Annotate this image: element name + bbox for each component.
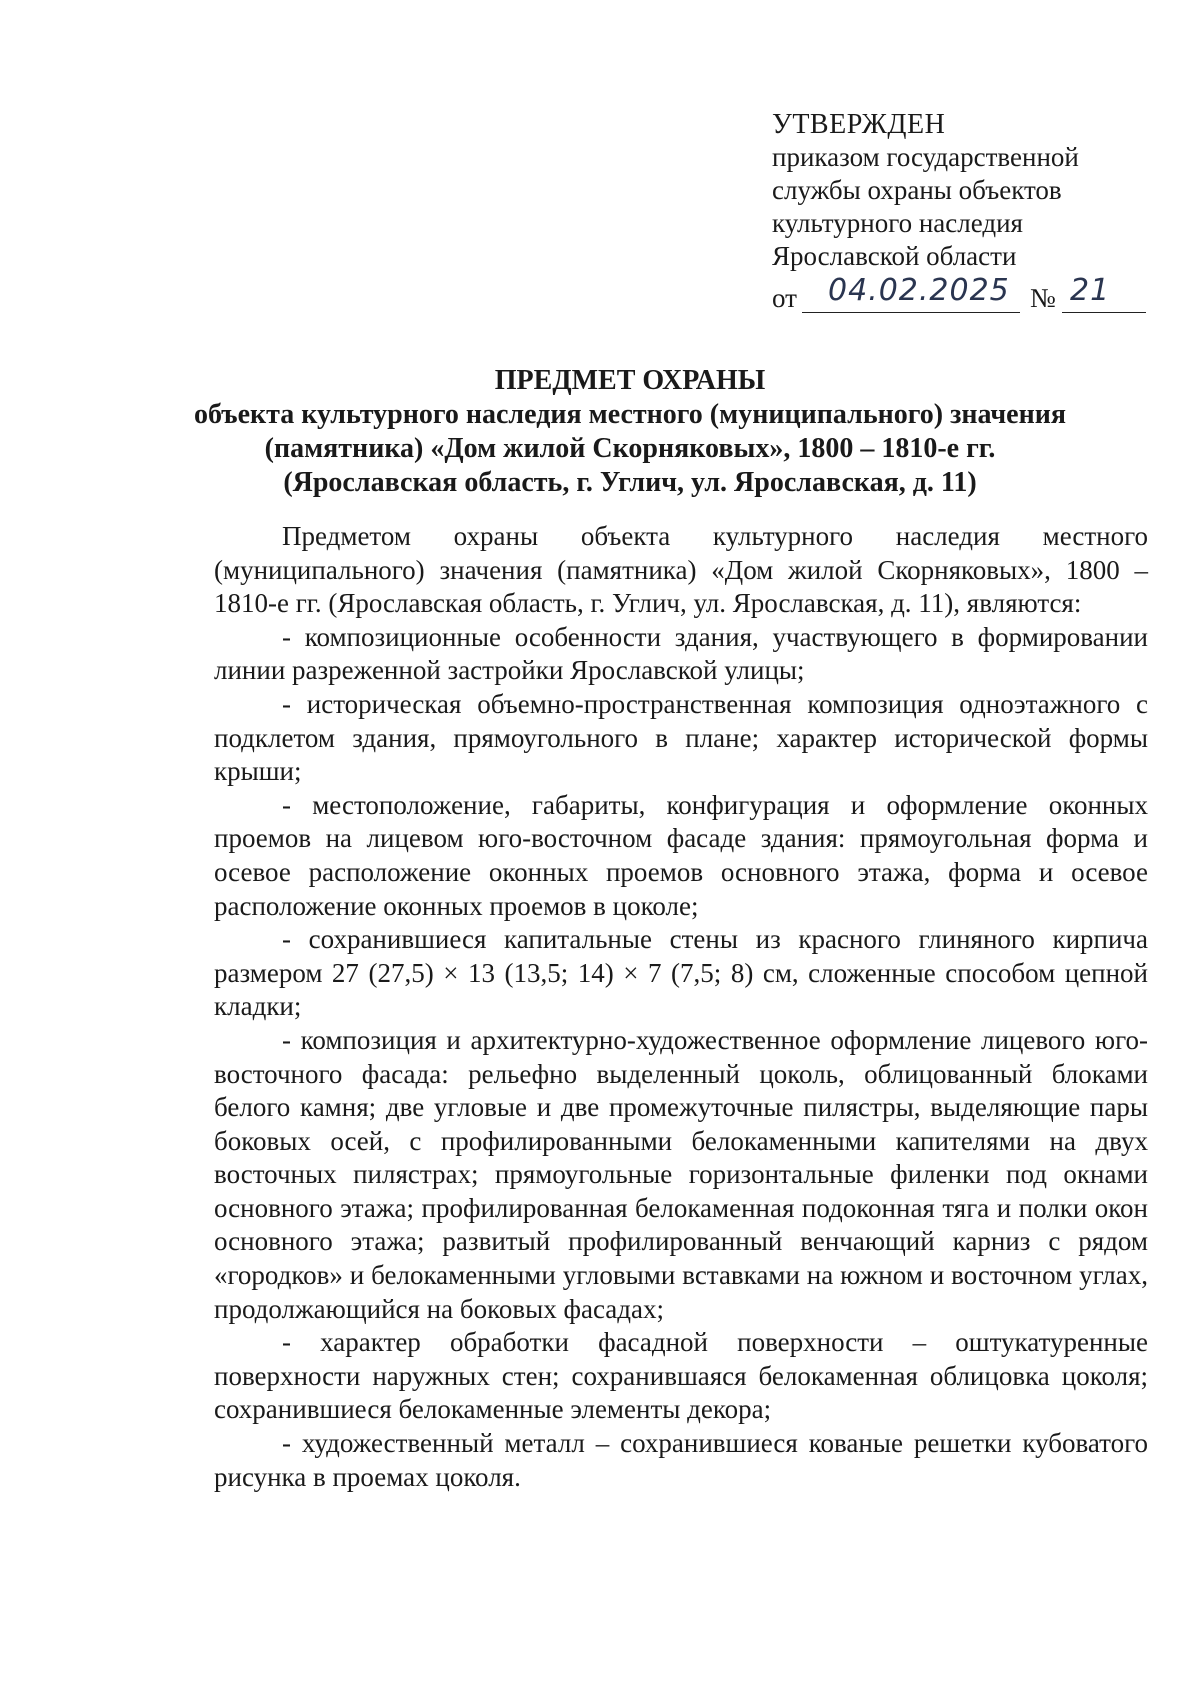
handwritten-number: 21 (1070, 273, 1111, 308)
approval-line-2: службы охраны объектов (772, 175, 1062, 205)
document-heading (190, 364, 1070, 500)
approval-line-3: культурного наследия (772, 208, 1023, 238)
approved-heading: УТВЕРЖДЕН (772, 109, 946, 140)
document-body (214, 520, 1148, 1494)
intro-paragraph: Предметом охраны объекта культурного наследия местного (муниципального) значения (памятника) «Дом жилой Скорняковых», 1800 – 1810-е гг. (Ярославская область, г. Углич, ул. Ярославская, д. 11), являются: (214, 521, 1148, 619)
document-title: ПРЕДМЕТ ОХРАНЫ (494, 365, 766, 396)
handwritten-date: 04.02.2025 (828, 273, 1010, 308)
approval-block (772, 108, 1172, 316)
protection-item: - художественный металл – сохранившиеся кованые решетки кубоватого рисунка в проемах цоколя. (214, 1428, 1148, 1492)
date-underline (802, 312, 1020, 313)
from-label: от (772, 283, 797, 313)
protection-item: - композиционные особенности здания, участвующего в формировании линии разреженной застройки Ярославской улицы; (214, 621, 1148, 686)
protection-item: - сохранившиеся капитальные стены из красного глиняного кирпича размером 27 (27,5) × 13 (13,5; 14) × 7 (7,5; 8) см, сложенные способом цепной кладки; (214, 924, 1148, 1022)
protection-item: - местоположение, габариты, конфигурация и оформление оконных проемов на лицевом юго-восточном фасаде здания: прямоугольная форма и осевое расположение оконных проемов основного этажа, форма и осевое расположение оконных проемов в цоколе; (214, 789, 1148, 921)
number-underline (1062, 312, 1146, 313)
approval-line-4: Ярославской области (772, 241, 1017, 271)
order-date-number-line (772, 273, 1172, 316)
number-sign-label: № (1030, 283, 1056, 313)
heading-line-2: (памятника) «Дом жилой Скорняковых», 1800 – 1810-е гг. (264, 433, 996, 464)
protection-item: - характер обработки фасадной поверхности – оштукатуренные поверхности наружных стен; сохранившаяся белокаменная облицовка цоколя; сохранившиеся белокаменные элементы декора; (214, 1327, 1148, 1425)
protection-item: - композиция и архитектурно-художественное оформление лицевого юго-восточного фасада: рельефно выделенный цоколь, облицованный блоками белого камня; две угловые и две промежуточные пилястры, выделяющие пары боковых осей, с профилированными белокаменными капителями на двух восточных пилястрах; прямоугольные горизонтальные филенки под окнами основного этажа; профилированная белокаменная подоконная тяга и полки окон основного этажа; развитый профилированный венчающий карниз с рядом «городков» и белокаменными угловыми вставками на южном и восточном углах, продолжающийся на боковых фасадах; (214, 1024, 1148, 1324)
heading-line-3: (Ярославская область, г. Углич, ул. Ярославская, д. 11) (283, 467, 977, 498)
protection-item: - историческая объемно-пространственная композиция одноэтажного с подклетом здания, прямоугольного в плане; характер исторической формы крыши; (214, 688, 1148, 787)
heading-line-1: объекта культурного наследия местного (муниципального) значения (193, 399, 1067, 430)
approval-line-1: приказом государственной (772, 142, 1079, 172)
